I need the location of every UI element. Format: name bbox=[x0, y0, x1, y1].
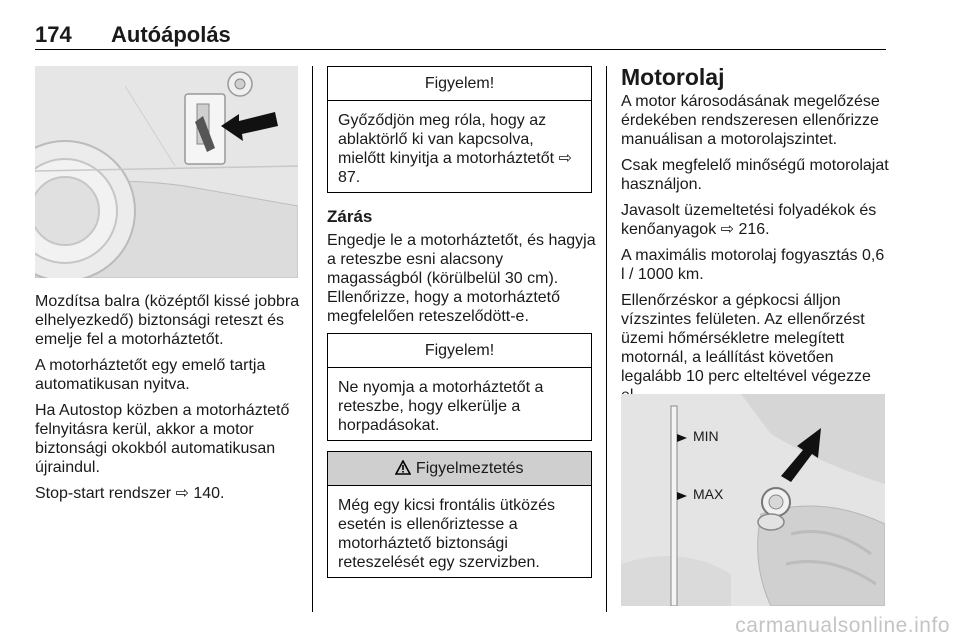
paragraph: Stop-start rendszer ⇨ 140. bbox=[35, 485, 225, 502]
paragraph: A maximális motorolaj fogyasztás 0,6 l / 1000 km. bbox=[621, 247, 885, 283]
paragraph: Ha Autostop közben a motorháztető felnyitásra kerül, akkor a motor biztonsági okokból automatikusan újraindul. bbox=[35, 402, 290, 476]
watermark: carmanualsonline.info bbox=[735, 614, 950, 637]
page-header bbox=[35, 22, 885, 52]
closing-text: Engedje le a motorháztetőt, és hagyja a reteszbe esni alacsony magasságból (körülbelül 30 cm). Ellenőrizze, hogy a motorháztető megfelelően reteszelődött-e. bbox=[327, 232, 596, 325]
column-divider-2 bbox=[606, 66, 607, 612]
warning-title: Figyelmeztetés bbox=[415, 460, 524, 477]
paragraph: A motor károsodásának megelőzése érdekében rendszeresen ellenőrizze manuálisan a motorolajszintet. bbox=[621, 93, 880, 148]
notice-text: Győződjön meg róla, hogy az ablaktörlő ki van kapcsolva, mielőtt kinyitja a motorháztetőt ⇨ 87. bbox=[338, 112, 572, 186]
notice-box-dent bbox=[327, 333, 592, 441]
hood-latch-drawing bbox=[35, 66, 298, 278]
hood-latch-illustration bbox=[35, 66, 298, 278]
oil-dipstick-illustration bbox=[621, 394, 885, 606]
header-rule bbox=[35, 49, 886, 50]
paragraph: Javasolt üzemeltetési folyadékok és kenőanyagok ⇨ 216. bbox=[621, 202, 877, 238]
paragraph: A motorháztetőt egy emelő tartja automatikusan nyitva. bbox=[35, 357, 266, 393]
section-heading: Motorolaj bbox=[621, 64, 725, 90]
paragraph: Mozdítsa balra (középtől kissé jobbra elhelyezkedő) biztonsági reteszt és emelje fel a motorháztetőt. bbox=[35, 293, 300, 348]
dipstick-min-label: MIN bbox=[693, 428, 719, 444]
notice-title: Figyelem! bbox=[328, 67, 591, 101]
warning-header bbox=[328, 452, 591, 486]
page-number: 174 bbox=[35, 22, 72, 47]
notice-text: Ne nyomja a motorháztetőt a reteszbe, hogy elkerülje a horpadásokat. bbox=[338, 379, 544, 434]
warning-text: Még egy kicsi frontális ütközés esetén is ellenőriztesse a motorháztető biztonsági reteszelését egy szervizben. bbox=[338, 497, 555, 571]
closing-heading: Zárás bbox=[327, 207, 373, 226]
oil-dipstick-drawing bbox=[621, 394, 885, 606]
notice-box-wiper bbox=[327, 66, 592, 193]
notice-title: Figyelem! bbox=[328, 334, 591, 368]
warning-triangle-icon bbox=[395, 460, 411, 475]
right-column-text bbox=[621, 64, 891, 412]
dipstick-max-label: MAX bbox=[693, 486, 724, 502]
chapter-title: Autóápolás bbox=[111, 22, 231, 47]
paragraph: Csak megfelelő minőségű motorolajat használjon. bbox=[621, 157, 889, 193]
warning-box bbox=[327, 451, 592, 578]
paragraph: Ellenőrzéskor a gépkocsi álljon vízszintes felületen. Az ellenőrzést üzemi hőmérsékletre melegített motornál, a leállítást követően legalább 10 perc elteltével végezze bbox=[621, 292, 871, 385]
column-divider-1 bbox=[312, 66, 313, 612]
closing-section bbox=[327, 207, 597, 333]
left-column-text bbox=[35, 292, 303, 510]
